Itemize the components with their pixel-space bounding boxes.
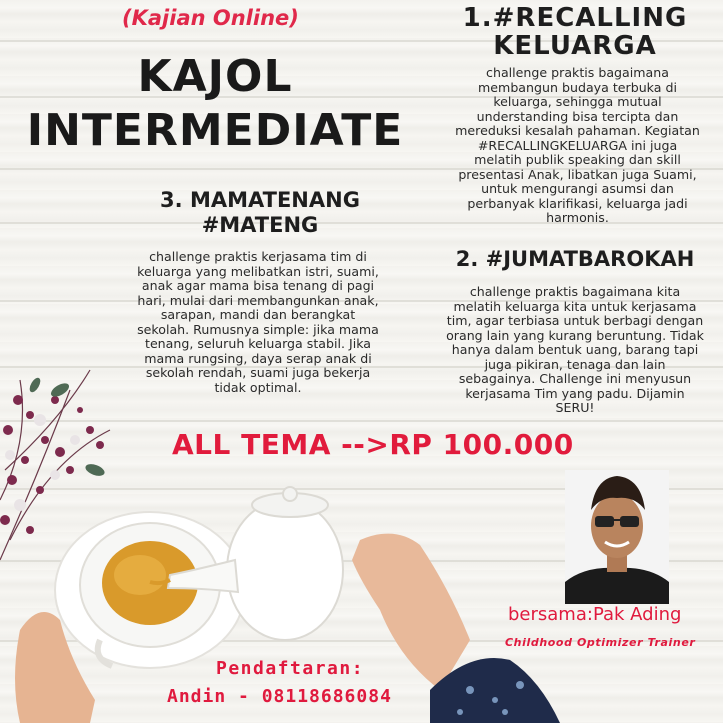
leaves-image xyxy=(28,376,107,478)
section-1-heading-line-2: KELUARGA xyxy=(493,31,657,61)
section-3-body: challenge praktis kerjasama tim di keluarga yang melibatkan istri, suami, anak agar mama bisa tenang di pagi hari, mulai dari membangunkan anak, sarapan, mandi dan berangkat sekolah. Rumusnya simple: jika mama tenang, seluruh keluarga stabil. Jika mama rungsing, daya serap anak di sekolah rendah, suami juga bekerja tidak optimal. xyxy=(137,249,379,395)
speaker-portrait-image xyxy=(565,470,669,604)
title-line-2: INTERMEDIATE xyxy=(26,105,404,156)
section-2-body: challenge praktis bagaimana kita melatih keluarga kita untuk kerjasama tim, agar terbiasa untuk berbagi dengan orang lain yang kurang beruntung. Tidak hanya dalam bentuk uang, barang tapi juga pikiran, tenaga dan lain sebagainya. Challenge ini menyusun kerjasama Tim yang padu. Dijamin SERU! xyxy=(446,284,704,415)
section-3-heading xyxy=(130,188,390,238)
section-1-heading xyxy=(440,4,710,60)
registration-label: Pendaftaran: xyxy=(216,658,365,679)
hand-right-image xyxy=(352,534,470,690)
section-3-heading-line-1: 3. MAMATENANG xyxy=(160,188,360,212)
registration-contact: Andin - 08118686084 xyxy=(167,686,392,707)
section-3-heading-line-2: #MATENG xyxy=(201,213,319,237)
section-1-heading-line-1: 1.#RECALLING xyxy=(462,3,688,33)
speaker-role: Childhood Optimizer Trainer xyxy=(505,636,696,649)
section-1-body: challenge praktis bagaimana membangun budaya terbuka di keluarga, sehingga mutual understanding bisa tercipta dan mereduksi kesalah pahaman. Kegiatan #RECALLINGKELUARGA ini juga melatih publik speaking dan skill presentasi Anak, libatkan juga Suami, untuk mengurangi asumsi dan perbanyak klarifikasi, keluarga jadi harmonis. xyxy=(455,65,700,225)
speaker-name: bersama:Pak Ading xyxy=(508,604,682,625)
section-2-heading xyxy=(440,246,710,272)
white-flowers-image xyxy=(5,414,80,511)
speaker-photo xyxy=(565,470,669,604)
title-line-1: KAJOL xyxy=(137,51,293,102)
price-banner: ALL TEMA -->RP 100.000 xyxy=(172,428,574,461)
event-title xyxy=(0,50,430,158)
event-subtitle: (Kajian Online) xyxy=(122,6,299,30)
section-2-heading-line-1: 2. #JUMATBAROKAH xyxy=(455,247,695,271)
